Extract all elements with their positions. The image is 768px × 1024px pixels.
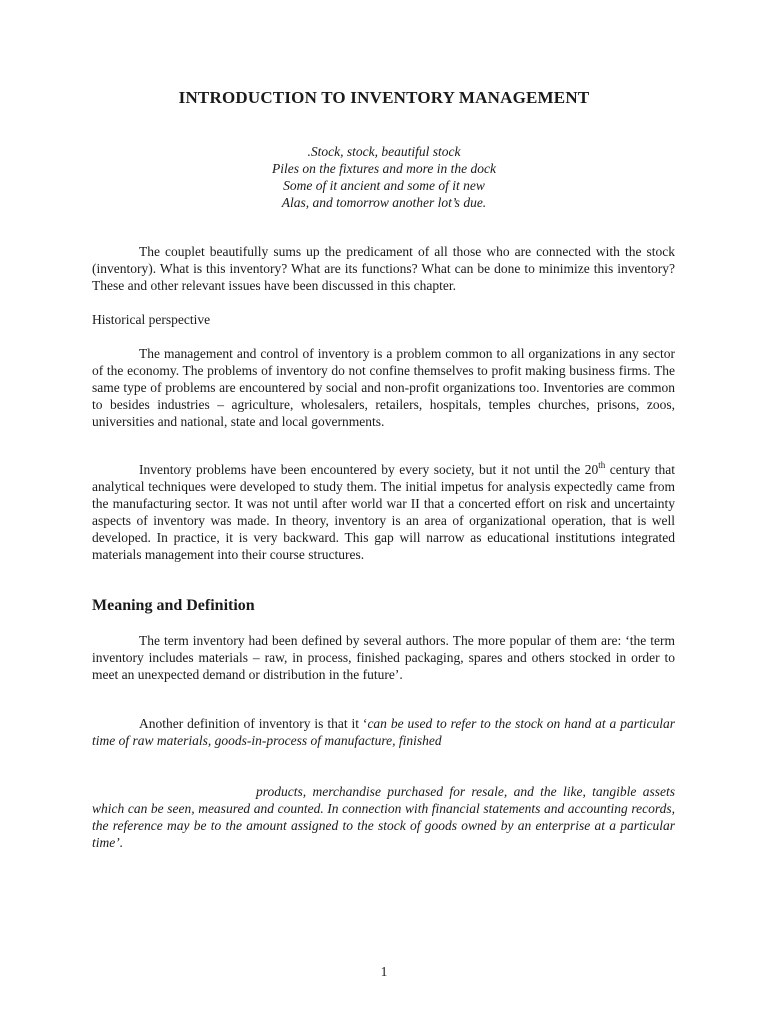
opening-poem <box>0 143 768 211</box>
historical-paragraph-1 <box>92 346 675 431</box>
poem-line: Piles on the fixtures and more in the dock <box>272 161 496 176</box>
definition-continuation <box>92 784 675 852</box>
historical-paragraph-2-text-b: century that analytical techniques were developed to study them. The initial impetus for analysis expectedly came from the manufacturing sector. It was not until after world war II that a concerted effort on risk and uncertainty aspects of inventory was made. In theory, inventory is an area of organizational operation, that is well developed. In practice, it is very backward. This gap will narrow as educational institutions integrated materials management into their course structures. <box>92 462 675 562</box>
historical-paragraph-2 <box>92 459 675 563</box>
page-number: 1 <box>380 964 388 979</box>
document-title: INTRODUCTION TO INVENTORY MANAGEMENT <box>178 88 590 107</box>
another-definition-paragraph <box>92 716 675 750</box>
superscript-th: th <box>598 459 606 470</box>
historical-perspective-heading: Historical perspective <box>92 312 211 327</box>
historical-paragraph-1-text: The management and control of inventory is a problem common to all organizations in any sector of the economy. The problems of inventory do not confine themselves to profit making business firms. The same type of problems are encountered by social and non-profit organizations too. Inventories are common to besides industries – agriculture, wholesalers, retailers, hospitals, temples churches, prisons, zoos, universities and national, state and local governments. <box>92 346 675 429</box>
intro-paragraph <box>92 244 675 295</box>
historical-paragraph-2-text-a: Inventory problems have been encountered by every society, but it not until the 20 <box>139 462 599 477</box>
definition-paragraph-text: The term inventory had been defined by several authors. The more popular of them are: ‘the term inventory includes materials – raw, in process, finished packaging, spares and others stocked in order to meet an unexpected demand or distribution in the future’. <box>92 633 675 682</box>
another-definition-italic-text: can be used to refer to the stock on hand at a particular time of raw materials, goods-in-process of manufacture, finished <box>92 716 675 748</box>
another-definition-plain-text: Another definition of inventory is that it ‘ <box>139 716 368 731</box>
definition-continuation-text: products, merchandise purchased for resale, and the like, tangible assets which can be seen, measured and counted. In connection with financial statements and accounting records, the reference may be to the amount assigned to the stock of goods owned by an enterprise at a particular time’. <box>92 784 675 850</box>
poem-line: Alas, and tomorrow another lot’s due. <box>281 195 487 210</box>
meaning-definition-heading: Meaning and Definition <box>92 597 255 614</box>
poem-line: .Stock, stock, beautiful stock <box>307 144 461 159</box>
intro-paragraph-text: The couplet beautifully sums up the predicament of all those who are connected with the stock (inventory). What is this inventory? What are its functions? What can be done to minimize this inventory? These and other relevant issues have been discussed in this chapter. <box>92 244 675 293</box>
definition-paragraph <box>92 633 675 684</box>
poem-line: Some of it ancient and some of it new <box>283 178 485 193</box>
